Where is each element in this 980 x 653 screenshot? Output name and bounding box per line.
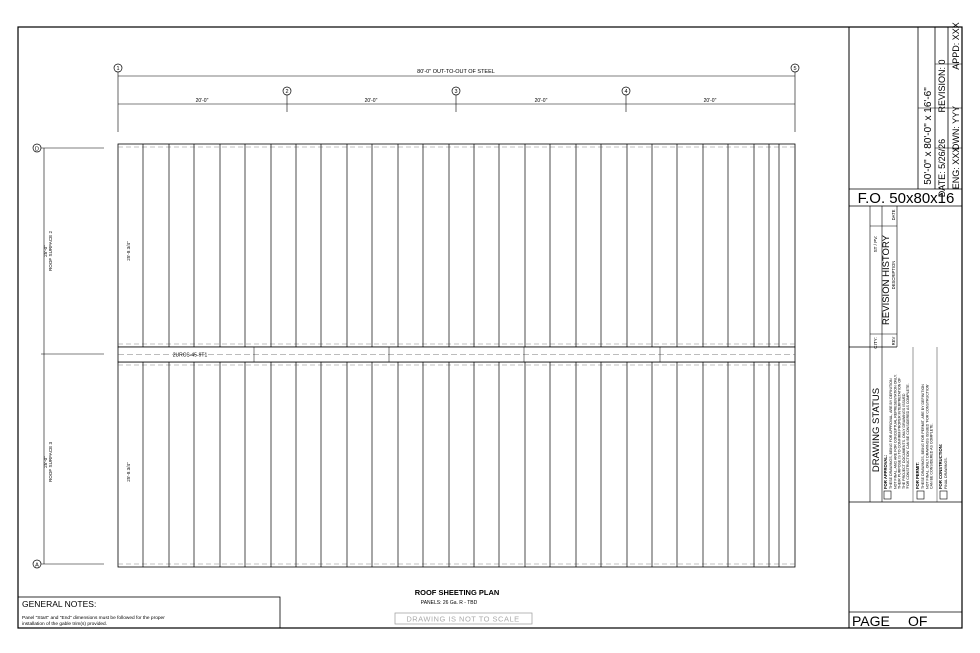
drawing-status-title: DRAWING STATUS bbox=[871, 387, 882, 473]
permit-checkbox[interactable] bbox=[917, 491, 924, 499]
grid-label-2: 2 bbox=[285, 89, 289, 95]
building-size: 50'-0" x 80'-0" x 16'-6" bbox=[923, 87, 934, 185]
st-pv-label: ST / PV: bbox=[873, 235, 878, 253]
construction-lines-line: FINAL DRAWINGS. bbox=[944, 457, 948, 489]
roof-surface-outline bbox=[118, 362, 795, 567]
general-notes-heading: GENERAL NOTES: bbox=[22, 599, 97, 609]
grid-label-3: 3 bbox=[454, 89, 458, 95]
permit-lines-line: CAN BE CONSIDERED AS COMPLETE. bbox=[929, 423, 934, 489]
date-header: DATE bbox=[891, 209, 896, 221]
general-notes-line-2: installation of the gable trim(s) provided. bbox=[22, 622, 108, 627]
description-header: DESCRIPTION bbox=[891, 260, 896, 290]
side-dimension-lower: 25'-0" bbox=[43, 456, 48, 468]
rev-header: REV bbox=[891, 336, 896, 346]
construction-title-heading: FOR CONSTRUCTION: bbox=[938, 443, 943, 489]
approval-lines-line: THE PROJECT DOCUMENTS. ONLY DRAWINGS ISSUED bbox=[901, 393, 906, 489]
construction-checkbox[interactable] bbox=[940, 491, 947, 499]
ridge-cap bbox=[118, 347, 795, 362]
roof-surface-3-label: ROOF SURFACE 3 bbox=[48, 441, 53, 483]
row-grid bbox=[33, 144, 104, 569]
bay-dimension-4: 20'-0" bbox=[703, 98, 717, 104]
grid-label-d: D bbox=[35, 146, 39, 153]
approval-lines-line: 'FOR CONSTRUCTION' CAN BE CONSIDERED AS COMPLETE. bbox=[906, 383, 911, 489]
approval-lines-line: NOT FINAL, AND ARE FOR CONCEPTUAL REPRESENTATION ONLY. bbox=[893, 374, 898, 489]
overall-dimension-label: 80'-0" OUT-TO-OUT OF STEEL bbox=[417, 69, 495, 75]
panel-length-lower: 25'-8 3/4" bbox=[126, 462, 131, 482]
grid-label-1: 1 bbox=[116, 66, 120, 72]
plan-title: ROOF SHEETING PLAN bbox=[414, 588, 500, 597]
approved-by: APPD: XXX bbox=[951, 22, 961, 70]
city-label: CITY: bbox=[873, 337, 878, 349]
bay-dimension-2: 20'-0" bbox=[364, 98, 378, 104]
permit-lines-line: THESE DRAWINGS, BEING FOR PERMIT, ARE BY DEFINITION bbox=[921, 384, 925, 489]
general-notes-line-1: Panel "Start" and "End" dimensions must be followed for the proper bbox=[22, 616, 165, 621]
approval-block bbox=[883, 374, 948, 489]
ridge-label: 2URCS-45-9T1 bbox=[172, 352, 208, 359]
approval-title-heading: FOR APPROVAL: bbox=[883, 454, 888, 489]
roof-surface-2-label: ROOF SURFACE 2 bbox=[48, 230, 53, 272]
permit-title-heading: FOR PERMIT: bbox=[915, 462, 920, 489]
panel-length-upper: 25'-8 3/4" bbox=[126, 241, 131, 261]
page-label: PAGE bbox=[852, 613, 890, 629]
revision-number: REVISION: 0 bbox=[937, 59, 947, 113]
bay-dimension-3: 20'-0" bbox=[534, 98, 548, 104]
bay-dimension-1: 20'-0" bbox=[195, 98, 209, 104]
approval-checkbox[interactable] bbox=[884, 491, 891, 499]
job-name: F.O. 50x80x16 bbox=[857, 190, 955, 207]
scale-note: DRAWING IS NOT TO SCALE bbox=[406, 614, 520, 624]
roof-surface-2-panels bbox=[118, 144, 795, 347]
roof-surface-outline bbox=[118, 144, 795, 347]
grid-label-4: 4 bbox=[624, 89, 628, 95]
grid-label-5: 5 bbox=[793, 66, 797, 72]
side-dimension-upper: 25'-0" bbox=[43, 245, 48, 257]
grid-label-a: A bbox=[35, 562, 39, 569]
roof-surface-3-panels bbox=[118, 362, 795, 567]
approval-lines-line: THEIR PURPOSE IS TO CONFIRM PROPER INTERPRETATION OF bbox=[897, 377, 902, 489]
page-of-label: OF bbox=[908, 613, 928, 629]
approval-lines-line: THESE DRAWINGS, BEING FOR APPROVAL, ARE BY DEFINITION bbox=[889, 378, 893, 489]
panel-spec: PANELS: 26 Ga. R - TBD bbox=[420, 600, 478, 606]
engineer: ENG: XXX bbox=[951, 146, 961, 190]
revision-history-title: REVISION HISTORY bbox=[881, 235, 892, 325]
title-block bbox=[849, 22, 962, 629]
drawn-by: DWN: YYY bbox=[951, 105, 961, 151]
permit-lines-line: NOT FINAL. ONLY DRAWINGS ISSUED 'FOR CONSTRUCTION' bbox=[925, 383, 930, 489]
drawing-date: DATE: 5/26/26 bbox=[937, 138, 947, 198]
